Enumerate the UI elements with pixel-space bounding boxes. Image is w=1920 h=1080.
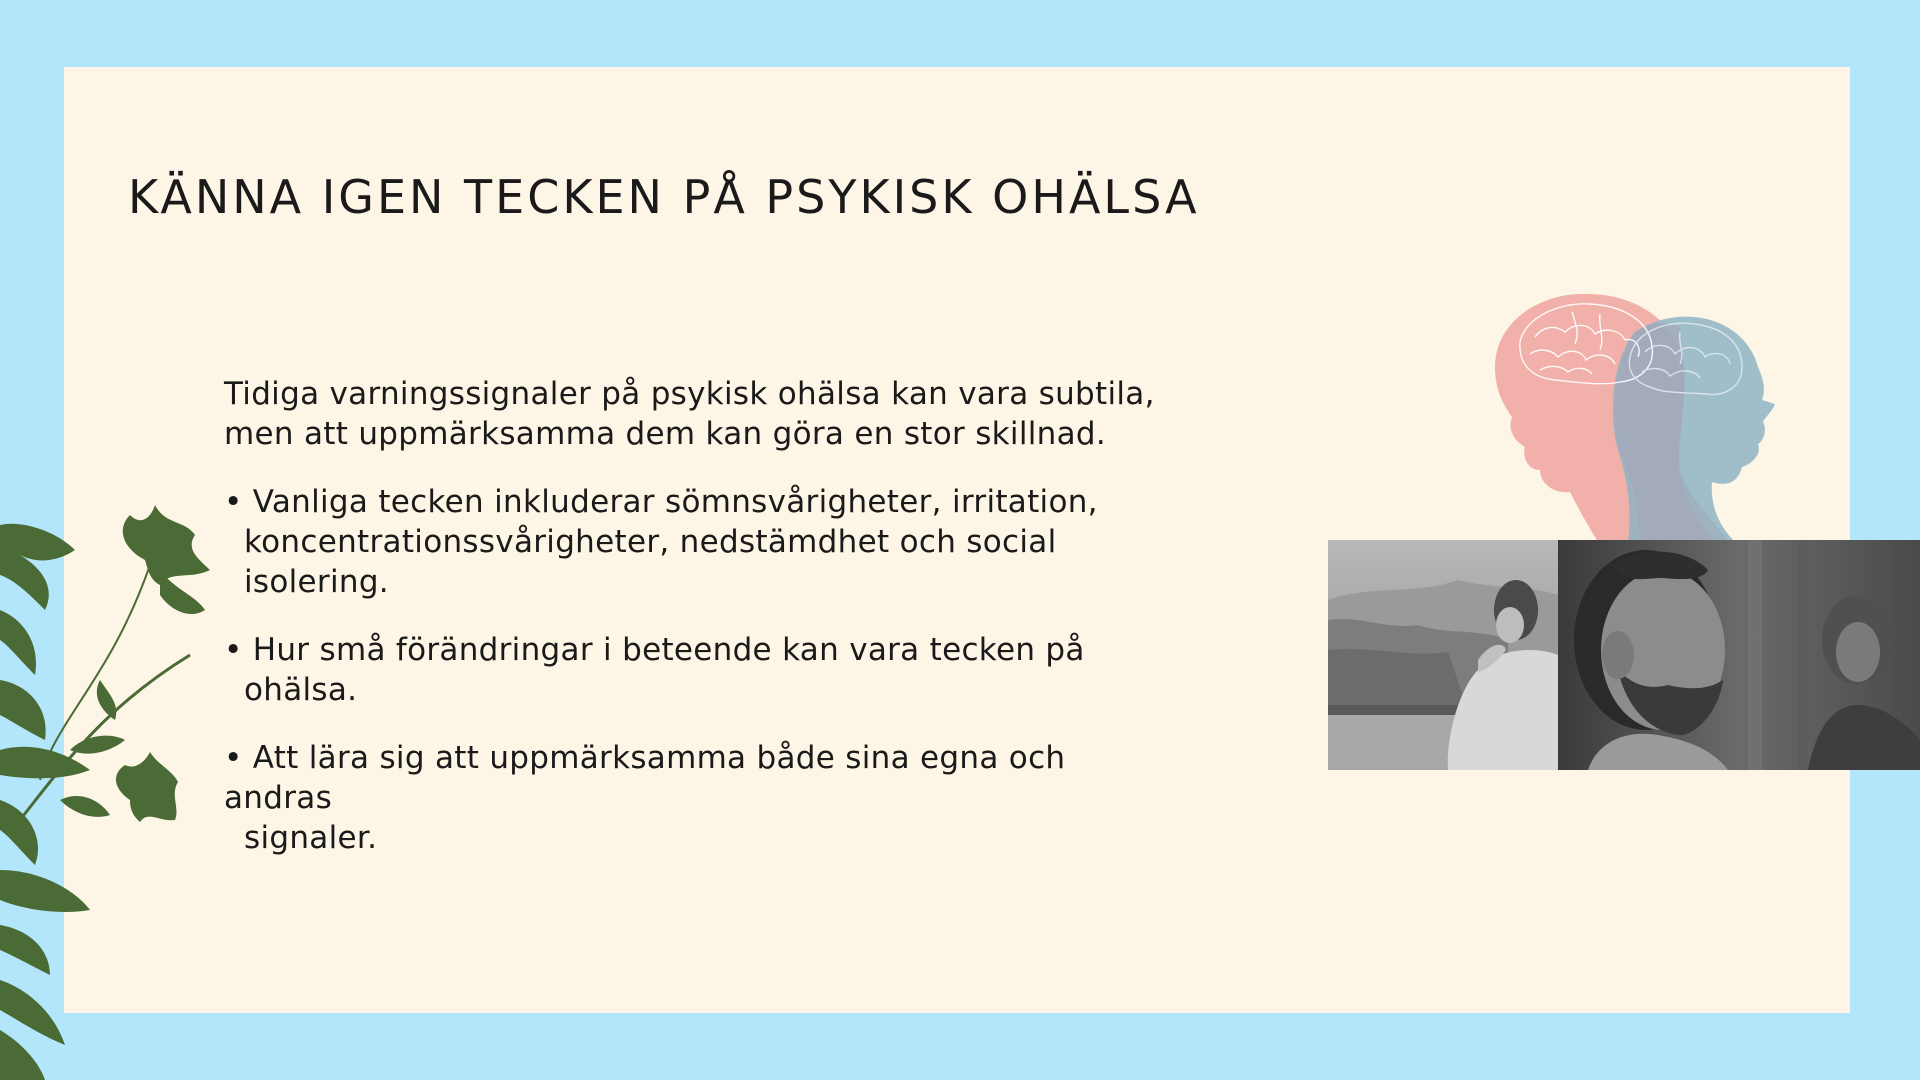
intro-paragraph	[224, 374, 1224, 454]
bullet-line: koncentrationssvårigheter, nedstämdhet och social	[244, 524, 1057, 560]
bullet-line: • Vanliga tecken inkluderar sömnsvårigheter, irritation,	[224, 484, 1098, 520]
heads-brain-icon	[1480, 282, 1780, 542]
bullet-line: signaler.	[244, 820, 378, 856]
slide-title: KÄNNA IGEN TECKEN PÅ PSYKISK OHÄLSA	[128, 170, 1200, 224]
bullet-item	[224, 738, 1224, 858]
bullet-line: • Att lära sig att uppmärksamma både sina egna och	[224, 740, 1066, 776]
bullet-item	[224, 630, 1224, 710]
slide-body	[224, 374, 1224, 886]
bullet-line: andras	[224, 780, 333, 816]
intro-line: Tidiga varningssignaler på psykisk ohälsa kan vara subtila,	[224, 376, 1155, 412]
intro-line: men att uppmärksamma dem kan göra en stor skillnad.	[224, 416, 1107, 452]
bullet-line: isolering.	[244, 564, 389, 600]
bullet-item	[224, 482, 1224, 602]
bullet-line: • Hur små förändringar i beteende kan vara tecken på	[224, 632, 1085, 668]
bullet-line: ohälsa.	[244, 672, 358, 708]
plant-illustration	[0, 470, 230, 1080]
photos-image	[1328, 540, 1920, 770]
